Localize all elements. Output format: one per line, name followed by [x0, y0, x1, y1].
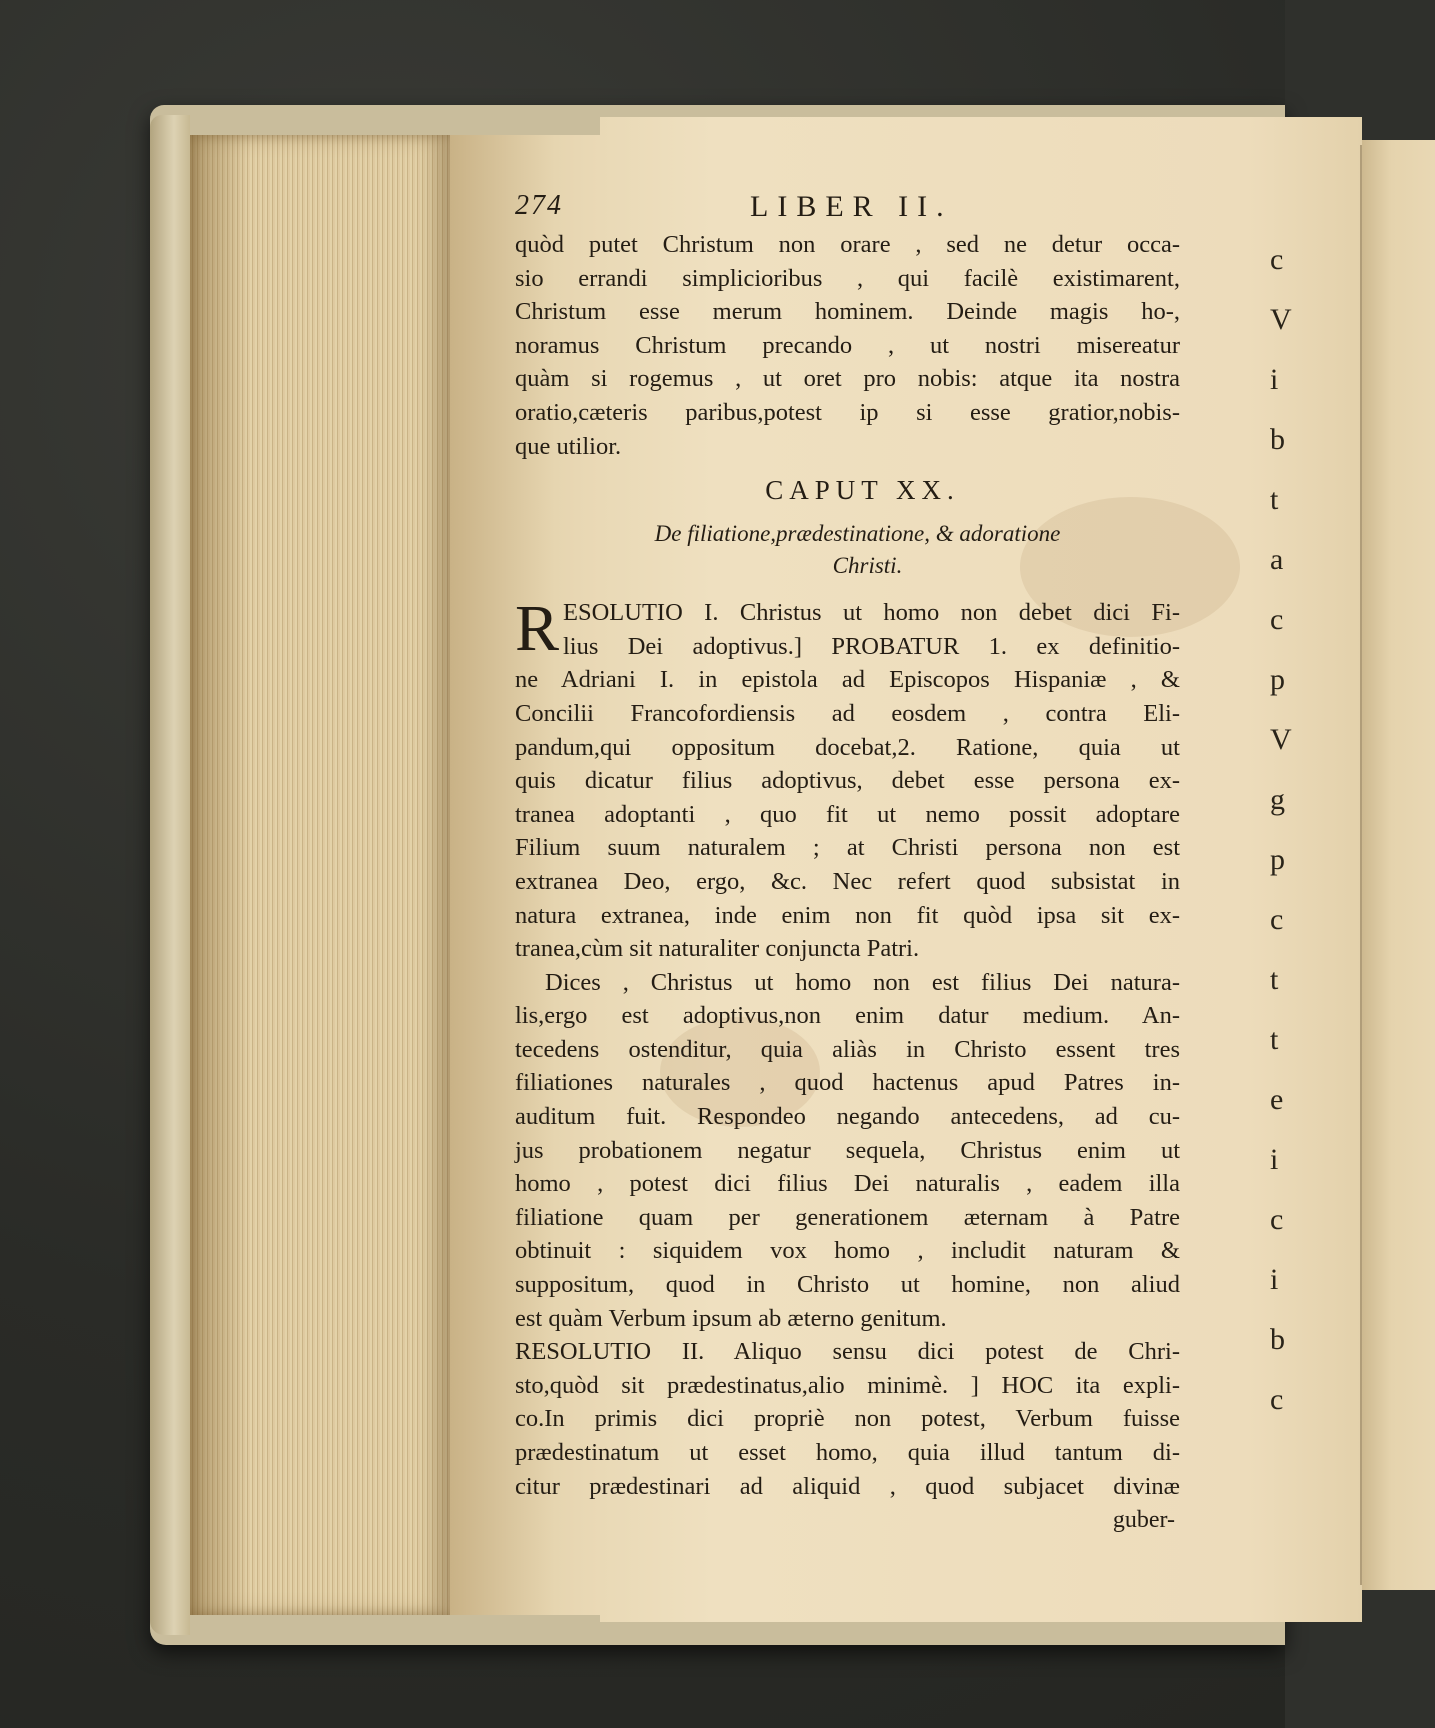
- text-line: RESOLUTIO II. Aliquo sensu dici potest de Chri-: [515, 1338, 1180, 1366]
- text-line: lis,ergo est adoptivus,non enim datur medium. An-: [515, 1002, 1180, 1030]
- text-line: prædestinatum ut esset homo, quia illud tantum di-: [515, 1439, 1180, 1466]
- chapter-subtitle: De filiatione,prædestinatione, & adoratione: [654, 521, 1061, 547]
- resolutio-2-paragraph: [515, 1335, 1180, 1503]
- text-line: ESOLUTIO I. Christus ut homo non debet dici Fi-: [563, 599, 1180, 627]
- facing-letter: e: [1270, 1083, 1284, 1116]
- facing-letter: c: [1270, 903, 1284, 936]
- text-line: co.In primis dici propriè non potest, Verbum fuisse: [515, 1405, 1180, 1433]
- facing-letter: g: [1270, 783, 1285, 816]
- text-line: auditum fuit. Respondeo negando antecedens, ad cu-: [515, 1103, 1180, 1131]
- text-line: sto,quòd sit prædestinatus,alio minimè. ] HOC ita expli-: [515, 1371, 1180, 1399]
- text-line: filiatione quam per generationem æternam à Patre: [515, 1203, 1180, 1231]
- facing-letter: t: [1270, 963, 1279, 996]
- text-line: ne Adriani I. in epistola ad Episcopos Hispaniæ , &: [515, 666, 1180, 694]
- chapter-heading: CAPUT XX.: [765, 475, 960, 506]
- intro-paragraph: [515, 228, 1180, 463]
- text-line: citur prædestinari ad aliquid , quod subjacet divinæ: [515, 1472, 1180, 1500]
- catchword: guber-: [1112, 1507, 1175, 1534]
- dices-paragraph: [515, 966, 1180, 1336]
- text-line: quàm si rogemus , ut oret pro nobis: atque ita nostra: [515, 365, 1180, 393]
- facing-letter: i: [1270, 363, 1279, 396]
- facing-letter: i: [1270, 1263, 1279, 1296]
- text-line: est quàm Verbum ipsum ab æterno genitum.: [515, 1304, 947, 1332]
- page-text: [515, 190, 1180, 1537]
- facing-letter: V: [1270, 723, 1292, 756]
- text-line: sio errandi simplicioribus , qui facilè existimarent,: [515, 264, 1180, 292]
- text-line: Filium suum naturalem ; at Christi persona non est: [515, 834, 1180, 862]
- text-line: tranea,cùm sit naturaliter conjuncta Patri.: [515, 935, 920, 963]
- facing-letter: c: [1270, 1383, 1284, 1416]
- text-line: Christum esse merum hominem. Deinde magis ho-,: [515, 298, 1180, 326]
- facing-letter: c: [1270, 243, 1284, 276]
- text-line: quòd putet Christum non orare , sed ne detur occa-: [515, 231, 1180, 258]
- text-line: homo , potest dici filius Dei naturalis , eadem illa: [515, 1170, 1180, 1198]
- facing-page-letters: [1270, 230, 1292, 1430]
- text-line: tranea adoptanti , quo fit ut nemo possit adoptare: [515, 800, 1180, 828]
- facing-letter: p: [1270, 843, 1285, 876]
- facing-letter: a: [1270, 543, 1284, 576]
- chapter-subtitle-end: Christi.: [832, 553, 903, 579]
- page-stack-shade: [190, 135, 250, 1615]
- recto-page-edge: [1362, 140, 1435, 1590]
- facing-letter: p: [1270, 663, 1285, 696]
- drop-cap: R: [515, 592, 560, 666]
- text-line: oratio,cæteris paribus,potest ip si esse gratior,nobis-: [515, 398, 1180, 426]
- facing-letter: i: [1270, 1143, 1279, 1176]
- facing-letter: V: [1270, 303, 1292, 336]
- text-line: Dices , Christus ut homo non est filius Dei natura-: [545, 968, 1180, 996]
- running-header: [515, 190, 1180, 228]
- text-line: jus probationem negatur sequela, Christus enim ut: [515, 1136, 1180, 1164]
- text-line: tecedens ostenditur, quia aliàs in Christo essent tres: [515, 1035, 1180, 1063]
- page-number: 274: [515, 190, 563, 221]
- text-line: quis dicatur filius adoptivus, debet esse persona ex-: [515, 767, 1180, 795]
- cover-edge: [150, 115, 190, 1635]
- text-line: que utilior.: [515, 432, 622, 460]
- running-head-title: LIBER II.: [750, 190, 953, 223]
- facing-letter: b: [1270, 1323, 1285, 1356]
- facing-letter: c: [1270, 603, 1284, 636]
- text-line: pandum,qui oppositum docebat,2. Ratione, quia ut: [515, 733, 1180, 761]
- facing-letter: t: [1270, 1023, 1279, 1056]
- text-line: Concilii Francofordiensis ad eosdem , contra Eli-: [515, 699, 1180, 727]
- text-line: filiationes naturales , quod hactenus apud Patres in-: [515, 1069, 1180, 1097]
- text-line: noramus Christum precando , ut nostri misereatur: [515, 331, 1180, 359]
- facing-letter: c: [1270, 1203, 1284, 1236]
- text-line: extranea Deo, ergo, &c. Nec refert quod subsistat in: [515, 867, 1180, 895]
- resolutio-1-paragraph: [515, 592, 1180, 966]
- text-line: obtinuit : siquidem vox homo , includit naturam &: [515, 1237, 1180, 1265]
- text-line: natura extranea, inde enim non fit quòd ipsa sit ex-: [515, 901, 1180, 929]
- text-line: lius Dei adoptivus.] PROBATUR 1. ex definitio-: [563, 632, 1180, 660]
- facing-letter: t: [1270, 483, 1279, 516]
- facing-letter: b: [1270, 423, 1285, 456]
- text-line: suppositum, quod in Christo ut homine, non aliud: [515, 1271, 1180, 1299]
